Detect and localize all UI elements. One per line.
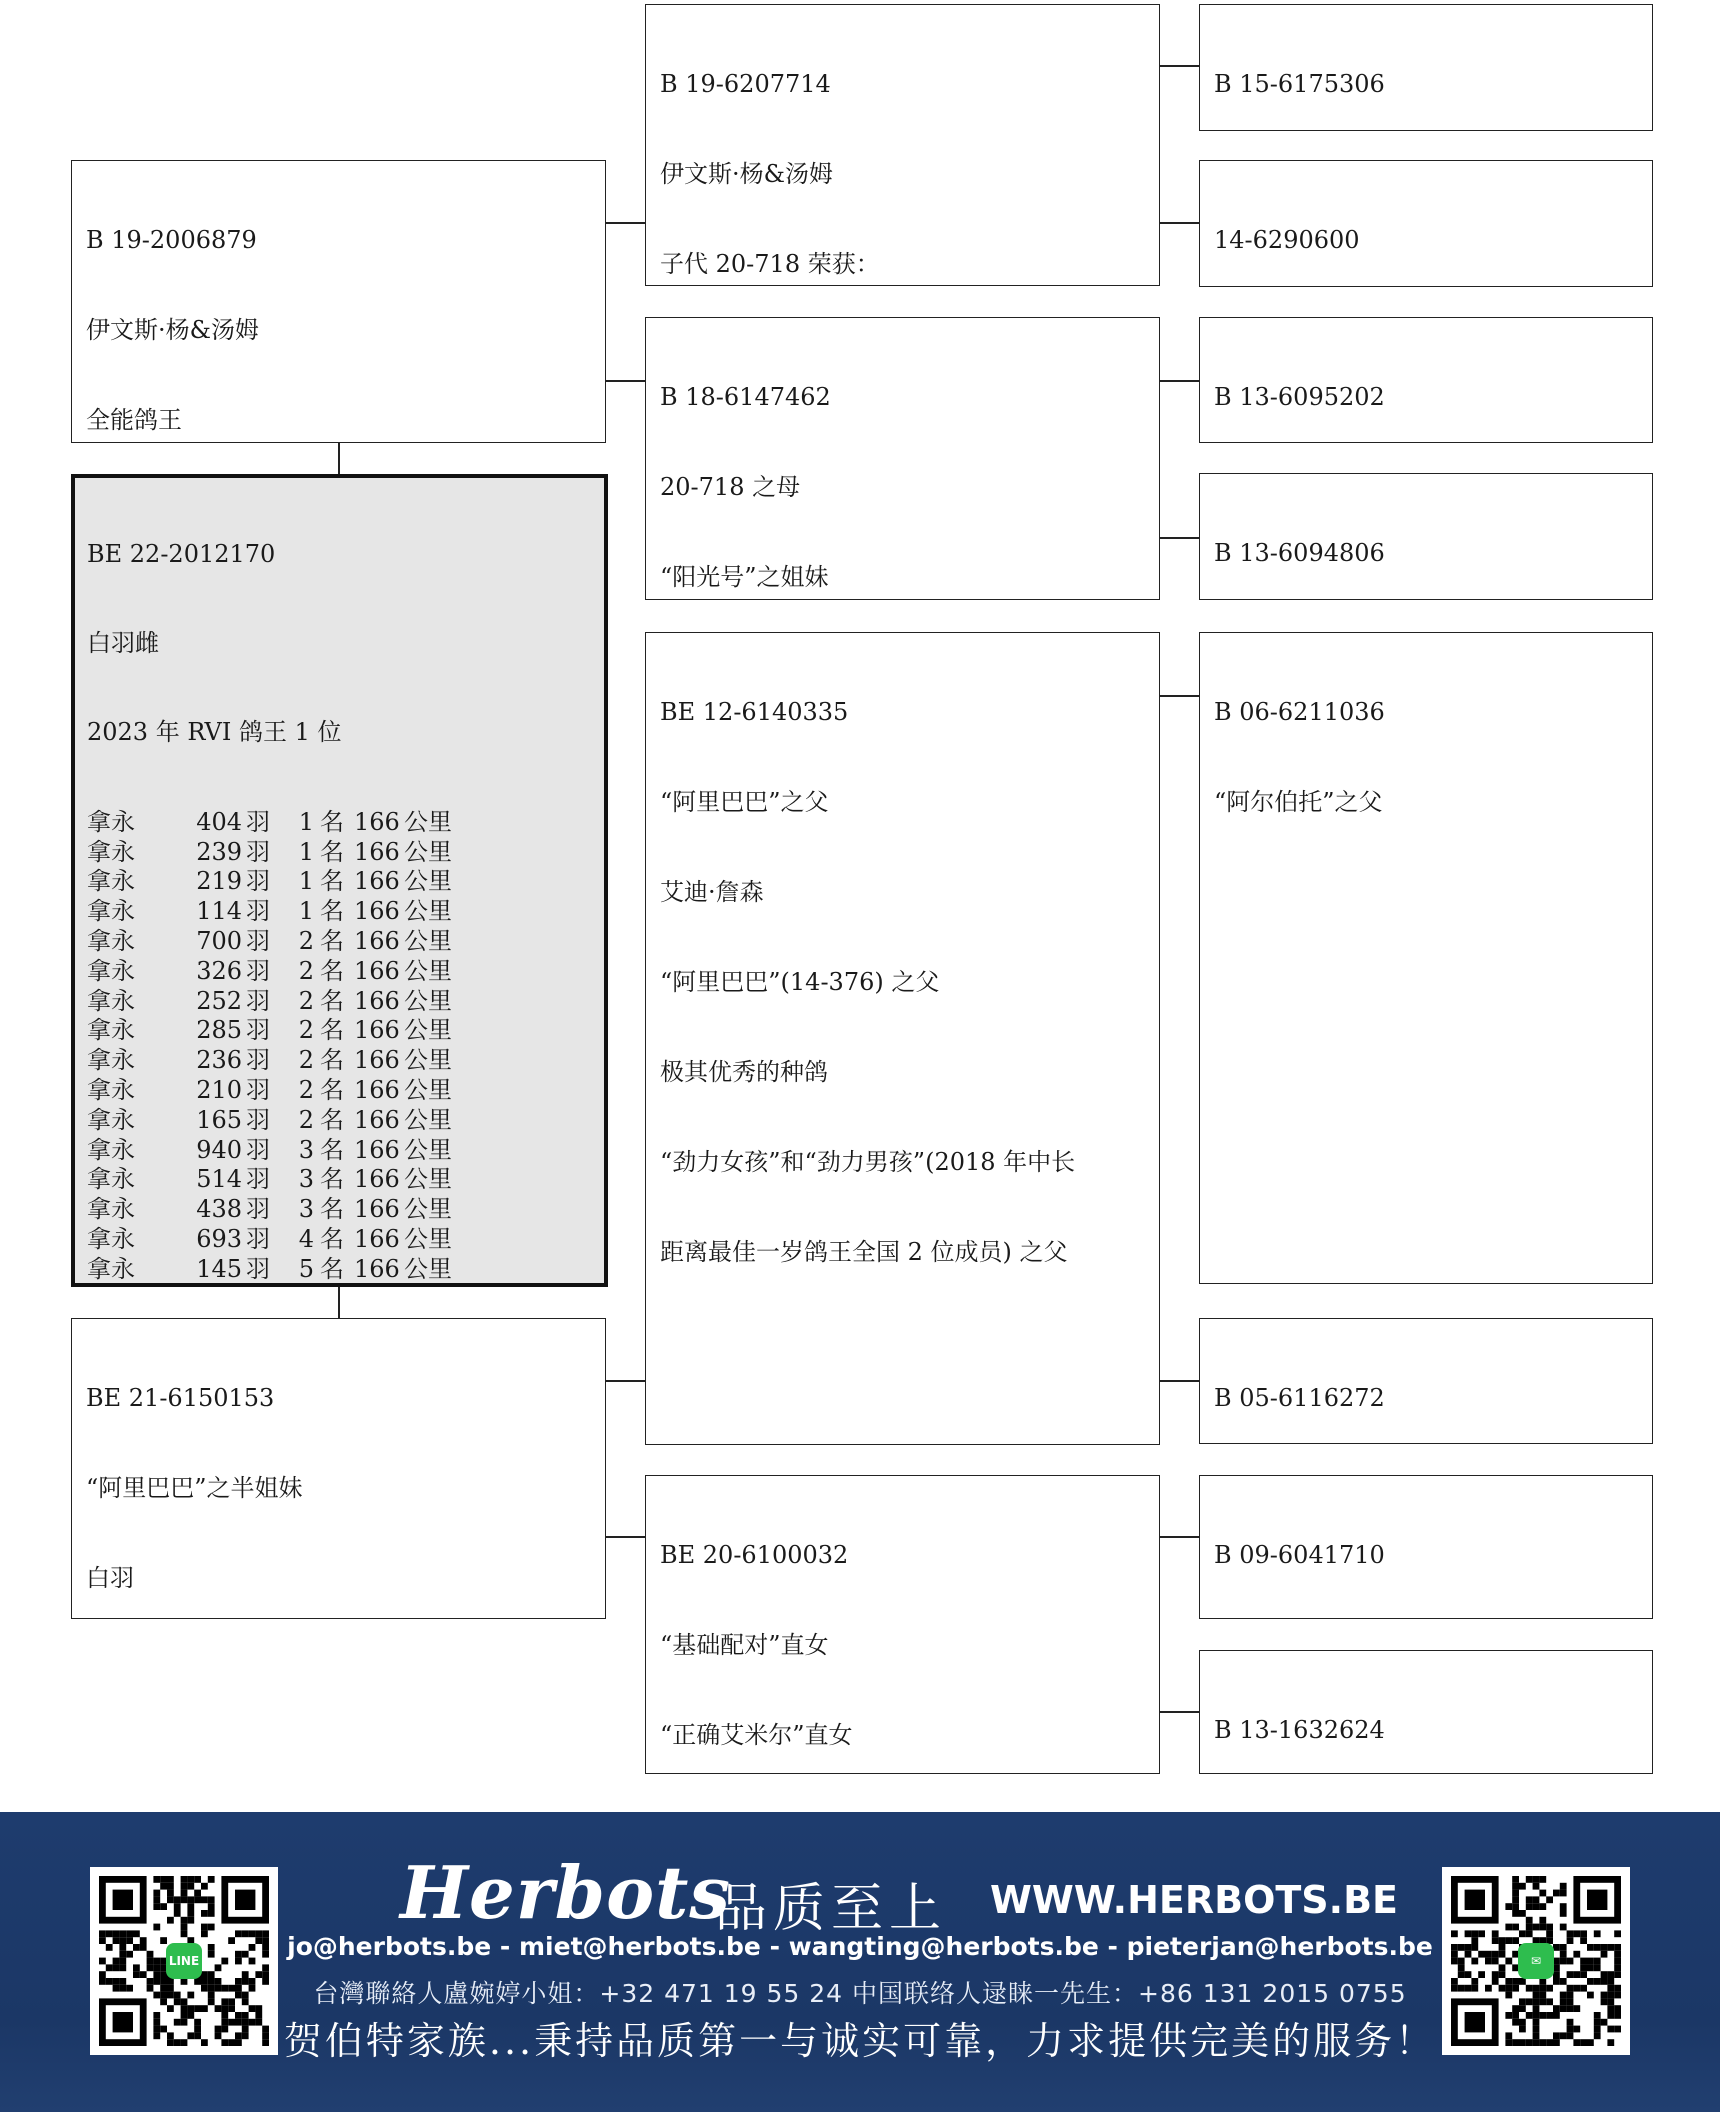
result-cell: 2 bbox=[298, 1016, 314, 1045]
result-cell: 166 bbox=[354, 1135, 400, 1164]
result-cell bbox=[87, 1285, 157, 1287]
result-cell: 公里 bbox=[404, 867, 452, 896]
connector-line bbox=[606, 1536, 645, 1538]
card-line: B 06-6211036 bbox=[1214, 698, 1385, 726]
connector-line bbox=[1160, 65, 1199, 67]
result-cell: 公里 bbox=[404, 1165, 452, 1194]
result-cell: 羽 bbox=[246, 1105, 270, 1134]
result-cell: 166 bbox=[354, 807, 400, 836]
website-link[interactable]: WWW.HERBOTS.BE bbox=[990, 1878, 1399, 1922]
result-cell: 名 bbox=[320, 1165, 344, 1194]
card-line: 距离最佳一岁鸽王全国 2 位成员) 之父 bbox=[660, 1238, 1068, 1266]
result-cell: 拿永 bbox=[87, 1254, 135, 1283]
result-cell: 166 bbox=[354, 1165, 400, 1194]
card-line: B 13-6095202 bbox=[1214, 383, 1385, 411]
result-row bbox=[87, 838, 592, 868]
result-row bbox=[87, 1046, 592, 1076]
result-cell: 名 bbox=[320, 926, 344, 955]
result-cell: 公里 bbox=[404, 1195, 452, 1224]
result-cell: 名 bbox=[320, 956, 344, 985]
result-cell: 名 bbox=[320, 1016, 344, 1045]
card-line: B 13-1632624 bbox=[1214, 1716, 1385, 1744]
card-line: “阿里巴巴”(14-376) 之父 bbox=[660, 968, 940, 996]
ggp-card-8 bbox=[1199, 1650, 1653, 1774]
card-line: “劲力女孩”和“劲力男孩”(2018 年中长 bbox=[660, 1148, 1076, 1176]
result-cell: 羽 bbox=[246, 897, 270, 926]
ggp-card-7 bbox=[1199, 1475, 1653, 1619]
result-cell: 羽 bbox=[246, 1224, 270, 1253]
granddam-sire-card bbox=[645, 317, 1160, 600]
result-cell: 羽 bbox=[246, 1046, 270, 1075]
card-line: “基础配对”直女 bbox=[660, 1631, 829, 1659]
result-cell: 拿永 bbox=[87, 956, 135, 985]
card-line: “阳光号”之姐妹 bbox=[660, 563, 829, 591]
connector-line bbox=[338, 1287, 340, 1318]
result-cell: 公里 bbox=[404, 837, 452, 866]
result-cell: 114 bbox=[196, 897, 242, 926]
sire-card bbox=[71, 160, 606, 443]
result-cell: 514 bbox=[196, 1165, 242, 1194]
result-cell: 公里 bbox=[404, 1105, 452, 1134]
result-cell: 名 bbox=[320, 867, 344, 896]
wechat-icon: ✉ bbox=[1518, 1943, 1554, 1979]
company-motto: 贺伯特家族...秉持品质第一与诚实可靠，力求提供完美的服务！ bbox=[283, 2019, 1437, 2063]
contact-phones: 台灣聯絡人盧婉婷小姐：+32 471 19 55 24 中国联络人逯睐一先生：+86 131 2015 0755 bbox=[313, 1979, 1407, 2008]
subject-line: 白羽雌 bbox=[87, 628, 159, 657]
card-line: BE 20-6100032 bbox=[660, 1541, 849, 1569]
result-cell: 拿永 bbox=[87, 1195, 135, 1224]
result-cell: 2 bbox=[298, 1046, 314, 1075]
result-cell: 拿永 bbox=[87, 1135, 135, 1164]
result-cell: 3 bbox=[298, 1165, 314, 1194]
result-row bbox=[87, 867, 592, 897]
result-cell: 羽 bbox=[246, 1075, 270, 1104]
card-line: “阿里巴巴”之父 bbox=[660, 788, 829, 816]
result-row bbox=[87, 987, 592, 1017]
result-cell: 2 bbox=[298, 1105, 314, 1134]
result-cell: 名 bbox=[320, 1135, 344, 1164]
result-cell: 3 bbox=[298, 1195, 314, 1224]
connector-line bbox=[606, 380, 645, 382]
result-cell bbox=[246, 1285, 274, 1287]
card-line: B 09-6041710 bbox=[1214, 1541, 1385, 1569]
ggp-card-4 bbox=[1199, 473, 1653, 600]
result-cell: 拿永 bbox=[87, 1105, 135, 1134]
result-cell: 名 bbox=[320, 1046, 344, 1075]
subject-ring: BE 22-2012170 bbox=[87, 539, 276, 568]
ggp-card-2 bbox=[1199, 160, 1653, 287]
result-cell: 1 bbox=[298, 837, 314, 866]
result-row bbox=[87, 808, 592, 838]
result-cell: 700 bbox=[196, 926, 242, 955]
result-cell: 羽 bbox=[246, 1254, 270, 1283]
result-cell: 拿永 bbox=[87, 986, 135, 1015]
card-line: “阿尔伯托”之父 bbox=[1214, 788, 1383, 816]
result-cell: 219 bbox=[196, 867, 242, 896]
card-line: 伊文斯·杨&汤姆 bbox=[86, 316, 259, 344]
connector-line bbox=[606, 1380, 645, 1382]
result-cell: 名 bbox=[320, 807, 344, 836]
result-cell: 羽 bbox=[246, 1195, 270, 1224]
connector-line bbox=[1160, 380, 1199, 382]
card-line: 伊文斯·杨&汤姆 bbox=[660, 160, 833, 188]
email-links[interactable]: jo@herbots.be - miet@herbots.be - wangting@herbots.be - pieterjan@herbots.be bbox=[287, 1932, 1433, 1961]
result-cell: 拿永 bbox=[87, 926, 135, 955]
result-cell: 拿永 bbox=[87, 1224, 135, 1253]
result-cell: 公里 bbox=[404, 1135, 452, 1164]
result-cell: 拿永 bbox=[87, 897, 135, 926]
result-cell: 公里 bbox=[404, 986, 452, 1015]
results-list bbox=[87, 808, 592, 1287]
result-cell: 拿永 bbox=[87, 1165, 135, 1194]
connector-line bbox=[1160, 537, 1199, 539]
ggp-card-6 bbox=[1199, 1318, 1653, 1444]
result-cell: 166 bbox=[354, 1224, 400, 1253]
result-cell: 公里 bbox=[404, 956, 452, 985]
brand-logo: Herbots bbox=[400, 1850, 731, 1935]
result-cell: 公里 bbox=[404, 1016, 452, 1045]
result-cell: 羽 bbox=[246, 837, 270, 866]
card-line: B 18-6147462 bbox=[660, 383, 831, 411]
connector-line bbox=[338, 443, 340, 474]
result-cell: 名 bbox=[320, 1195, 344, 1224]
result-cell: 名 bbox=[320, 986, 344, 1015]
result-cell: 名 bbox=[320, 1105, 344, 1134]
result-cell bbox=[274, 1285, 320, 1287]
result-row bbox=[87, 1195, 592, 1225]
connector-line bbox=[1160, 1536, 1199, 1538]
result-row bbox=[87, 897, 592, 927]
card-line: 20-718 之母 bbox=[660, 473, 801, 501]
subject-card bbox=[71, 474, 608, 1287]
result-cell: 羽 bbox=[246, 1135, 270, 1164]
result-cell: 2 bbox=[298, 986, 314, 1015]
result-cell: 210 bbox=[196, 1075, 242, 1104]
result-cell: 公里 bbox=[404, 1046, 452, 1075]
result-cell: 166 bbox=[354, 1195, 400, 1224]
result-cell: 拿永 bbox=[87, 867, 135, 896]
result-cell: 公里 bbox=[404, 1224, 452, 1253]
result-row bbox=[87, 957, 592, 987]
result-cell: 羽 bbox=[246, 986, 270, 1015]
result-cell: 名 bbox=[320, 897, 344, 926]
brand-line bbox=[0, 1850, 1720, 1940]
card-line: “正确艾米尔”直女 bbox=[660, 1721, 853, 1749]
result-cell: 拿永 bbox=[87, 837, 135, 866]
subject-line: 2023 年 RVI 鸽王 1 位 bbox=[87, 718, 342, 747]
result-cell: 拿永 bbox=[87, 1016, 135, 1045]
card-line: 艾迪·詹森 bbox=[660, 878, 764, 906]
result-cell: 2 bbox=[298, 956, 314, 985]
result-row bbox=[87, 1016, 592, 1046]
result-cell: 公里 bbox=[404, 807, 452, 836]
result-row bbox=[87, 1165, 592, 1195]
brand-slogan: 品质至上 bbox=[715, 1879, 948, 1939]
result-cell: 166 bbox=[354, 926, 400, 955]
card-line: 子代 20-718 荣获： bbox=[660, 250, 880, 278]
result-cell: 公里 bbox=[404, 1254, 452, 1283]
card-line: B 05-6116272 bbox=[1214, 1384, 1385, 1412]
result-cell: 166 bbox=[354, 897, 400, 926]
result-cell: 166 bbox=[354, 956, 400, 985]
result-row bbox=[87, 1255, 592, 1285]
ggp-card-3 bbox=[1199, 317, 1653, 443]
result-cell bbox=[157, 1285, 246, 1287]
result-row bbox=[87, 927, 592, 957]
result-cell: 羽 bbox=[246, 926, 270, 955]
dam-card bbox=[71, 1318, 606, 1619]
card-line: B 13-6094806 bbox=[1214, 539, 1385, 567]
result-row bbox=[87, 1076, 592, 1106]
result-cell: 438 bbox=[196, 1195, 242, 1224]
result-cell: 羽 bbox=[246, 956, 270, 985]
result-cell: 166 bbox=[354, 1016, 400, 1045]
grandsire-sire-card bbox=[645, 4, 1160, 286]
result-cell: 252 bbox=[196, 986, 242, 1015]
result-row bbox=[87, 1285, 592, 1287]
card-line: 白羽 bbox=[86, 1564, 134, 1592]
result-cell: 166 bbox=[354, 1046, 400, 1075]
result-cell: 166 bbox=[354, 867, 400, 896]
result-cell: 166 bbox=[354, 1105, 400, 1134]
granddam-dam-card bbox=[645, 1475, 1160, 1774]
ggp-card-5 bbox=[1199, 632, 1653, 1284]
card-line: BE 21-6150153 bbox=[86, 1384, 275, 1412]
grandsire-dam-card bbox=[645, 632, 1160, 1445]
result-cell: 羽 bbox=[246, 807, 270, 836]
result-cell bbox=[320, 1285, 354, 1287]
result-cell: 5 bbox=[298, 1254, 314, 1283]
result-cell: 公里 bbox=[404, 926, 452, 955]
card-line: B 19-6207714 bbox=[660, 70, 831, 98]
result-cell: 166 bbox=[354, 986, 400, 1015]
result-cell: 拿永 bbox=[87, 807, 135, 836]
card-line: BE 12-6140335 bbox=[660, 698, 849, 726]
result-cell bbox=[404, 1285, 464, 1287]
result-cell: 拿永 bbox=[87, 1046, 135, 1075]
result-cell: 羽 bbox=[246, 1165, 270, 1194]
result-cell: 名 bbox=[320, 1075, 344, 1104]
result-cell: 693 bbox=[196, 1224, 242, 1253]
result-cell: 1 bbox=[298, 897, 314, 926]
ggp-card-1 bbox=[1199, 4, 1653, 131]
connector-line bbox=[1160, 695, 1199, 697]
connector-line bbox=[1160, 1711, 1199, 1713]
result-row bbox=[87, 1106, 592, 1136]
result-cell: 4 bbox=[298, 1224, 314, 1253]
result-cell: 166 bbox=[354, 1254, 400, 1283]
result-cell: 404 bbox=[196, 807, 242, 836]
result-cell: 名 bbox=[320, 837, 344, 866]
card-line: 14-6290600 bbox=[1214, 226, 1360, 254]
result-cell: 拿永 bbox=[87, 1075, 135, 1104]
result-cell: 公里 bbox=[404, 897, 452, 926]
card-line: B 15-6175306 bbox=[1214, 70, 1385, 98]
result-cell: 羽 bbox=[246, 1016, 270, 1045]
connector-line bbox=[1160, 1380, 1199, 1382]
result-cell: 3 bbox=[298, 1135, 314, 1164]
result-cell: 285 bbox=[196, 1016, 242, 1045]
card-line: B 19-2006879 bbox=[86, 226, 257, 254]
result-cell: 165 bbox=[196, 1105, 242, 1134]
result-cell: 236 bbox=[196, 1046, 242, 1075]
result-cell bbox=[354, 1285, 404, 1287]
result-cell: 1 bbox=[298, 867, 314, 896]
connector-line bbox=[1160, 222, 1199, 224]
result-cell: 145 bbox=[196, 1254, 242, 1283]
result-cell: 羽 bbox=[246, 867, 270, 896]
card-line: 极其优秀的种鸽 bbox=[660, 1058, 828, 1086]
result-cell: 166 bbox=[354, 1075, 400, 1104]
result-cell: 1 bbox=[298, 807, 314, 836]
result-cell: 166 bbox=[354, 837, 400, 866]
card-line: 全能鸽王 bbox=[86, 406, 182, 434]
result-row bbox=[87, 1225, 592, 1255]
result-cell: 239 bbox=[196, 837, 242, 866]
result-cell: 名 bbox=[320, 1224, 344, 1253]
card-line: “阿里巴巴”之半姐妹 bbox=[86, 1474, 303, 1502]
result-cell: 公里 bbox=[404, 1075, 452, 1104]
connector-line bbox=[606, 222, 645, 224]
result-cell: 326 bbox=[196, 956, 242, 985]
result-cell: 940 bbox=[196, 1135, 242, 1164]
result-cell: 2 bbox=[298, 1075, 314, 1104]
footer-banner bbox=[0, 1812, 1720, 2112]
result-cell: 名 bbox=[320, 1254, 344, 1283]
line-icon: LINE bbox=[166, 1943, 202, 1979]
result-cell: 2 bbox=[298, 926, 314, 955]
result-row bbox=[87, 1136, 592, 1166]
